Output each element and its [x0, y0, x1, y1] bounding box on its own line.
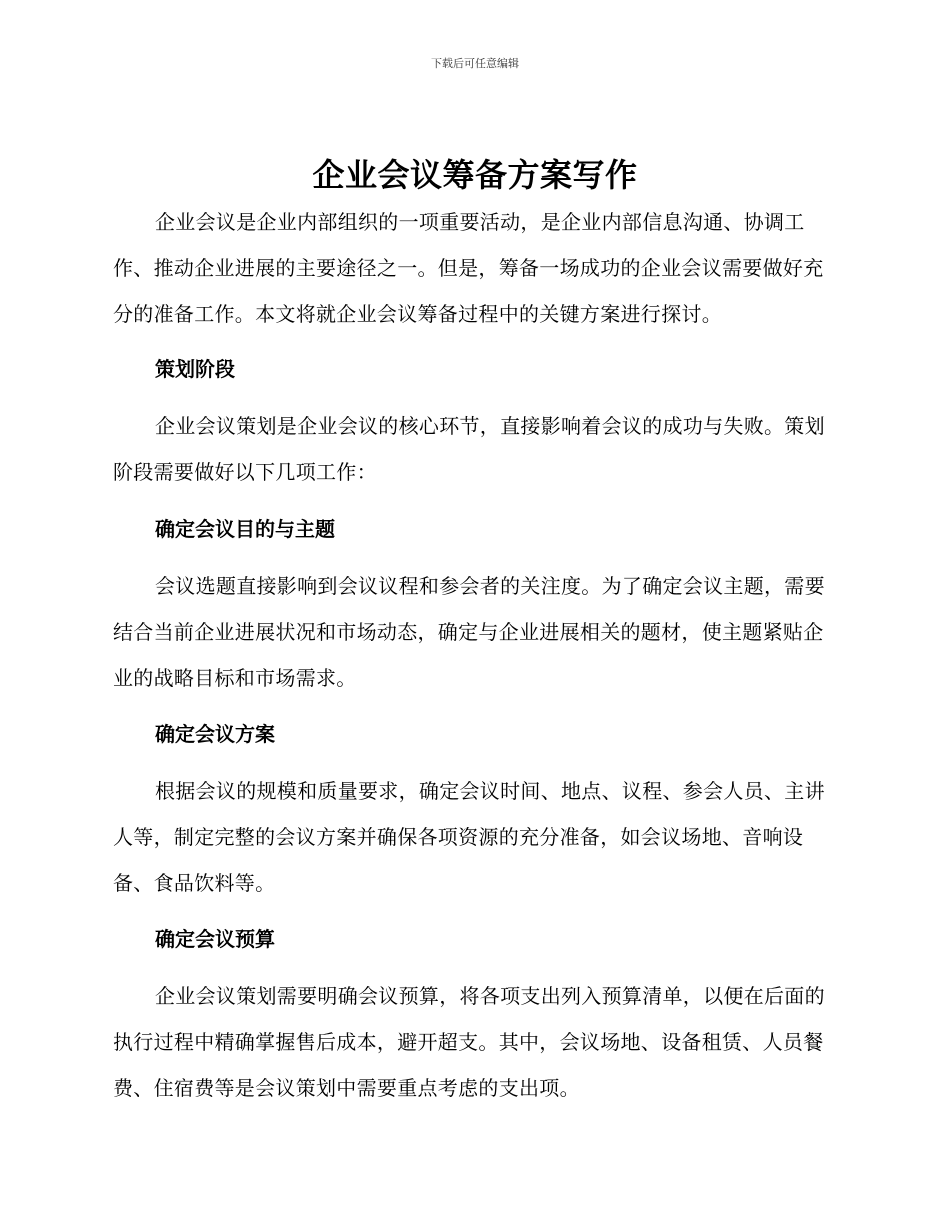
section-heading-purpose-theme: 确定会议目的与主题 [155, 517, 335, 541]
section-text-budget: 企业会议策划需要明确会议预算，将各项支出列入预算清单，以便在后面的执行过程中精确掌握售后成本，避开超支。其中，会议场地、设备租赁、人员餐费、住宿费等是会议策划中需要重点考虑的支出项。 [113, 984, 825, 1100]
section-heading-budget: 确定会议预算 [155, 927, 275, 951]
document-title: 企业会议筹备方案写作 [312, 156, 638, 194]
intro-paragraph: 企业会议是企业内部组织的一项重要活动，是企业内部信息沟通、协调工作、推动企业进展的主要途径之一。但是，筹备一场成功的企业会议需要做好充分的准备工作。本文将就企业会议筹备过程中的关键方案进行探讨。 [113, 210, 824, 326]
section-text-plan: 根据会议的规模和质量要求，确定会议时间、地点、议程、参会人员、主讲人等，制定完整的会议方案并确保各项资源的充分准备，如会议场地、音响设备、食品饮料等。 [113, 779, 825, 895]
header-note: 下载后可任意编辑 [431, 57, 519, 70]
section-text-planning: 企业会议策划是企业会议的核心环节，直接影响着会议的成功与失败。策划阶段需要做好以下几项工作： [113, 414, 825, 484]
section-text-purpose-theme: 会议选题直接影响到会议议程和参会者的关注度。为了确定会议主题，需要结合当前企业进展状况和市场动态，确定与企业进展相关的题材，使主题紧贴企业的战略目标和市场需求。 [113, 574, 825, 690]
section-heading-plan: 确定会议方案 [155, 722, 275, 746]
section-heading-planning: 策划阶段 [155, 357, 235, 381]
